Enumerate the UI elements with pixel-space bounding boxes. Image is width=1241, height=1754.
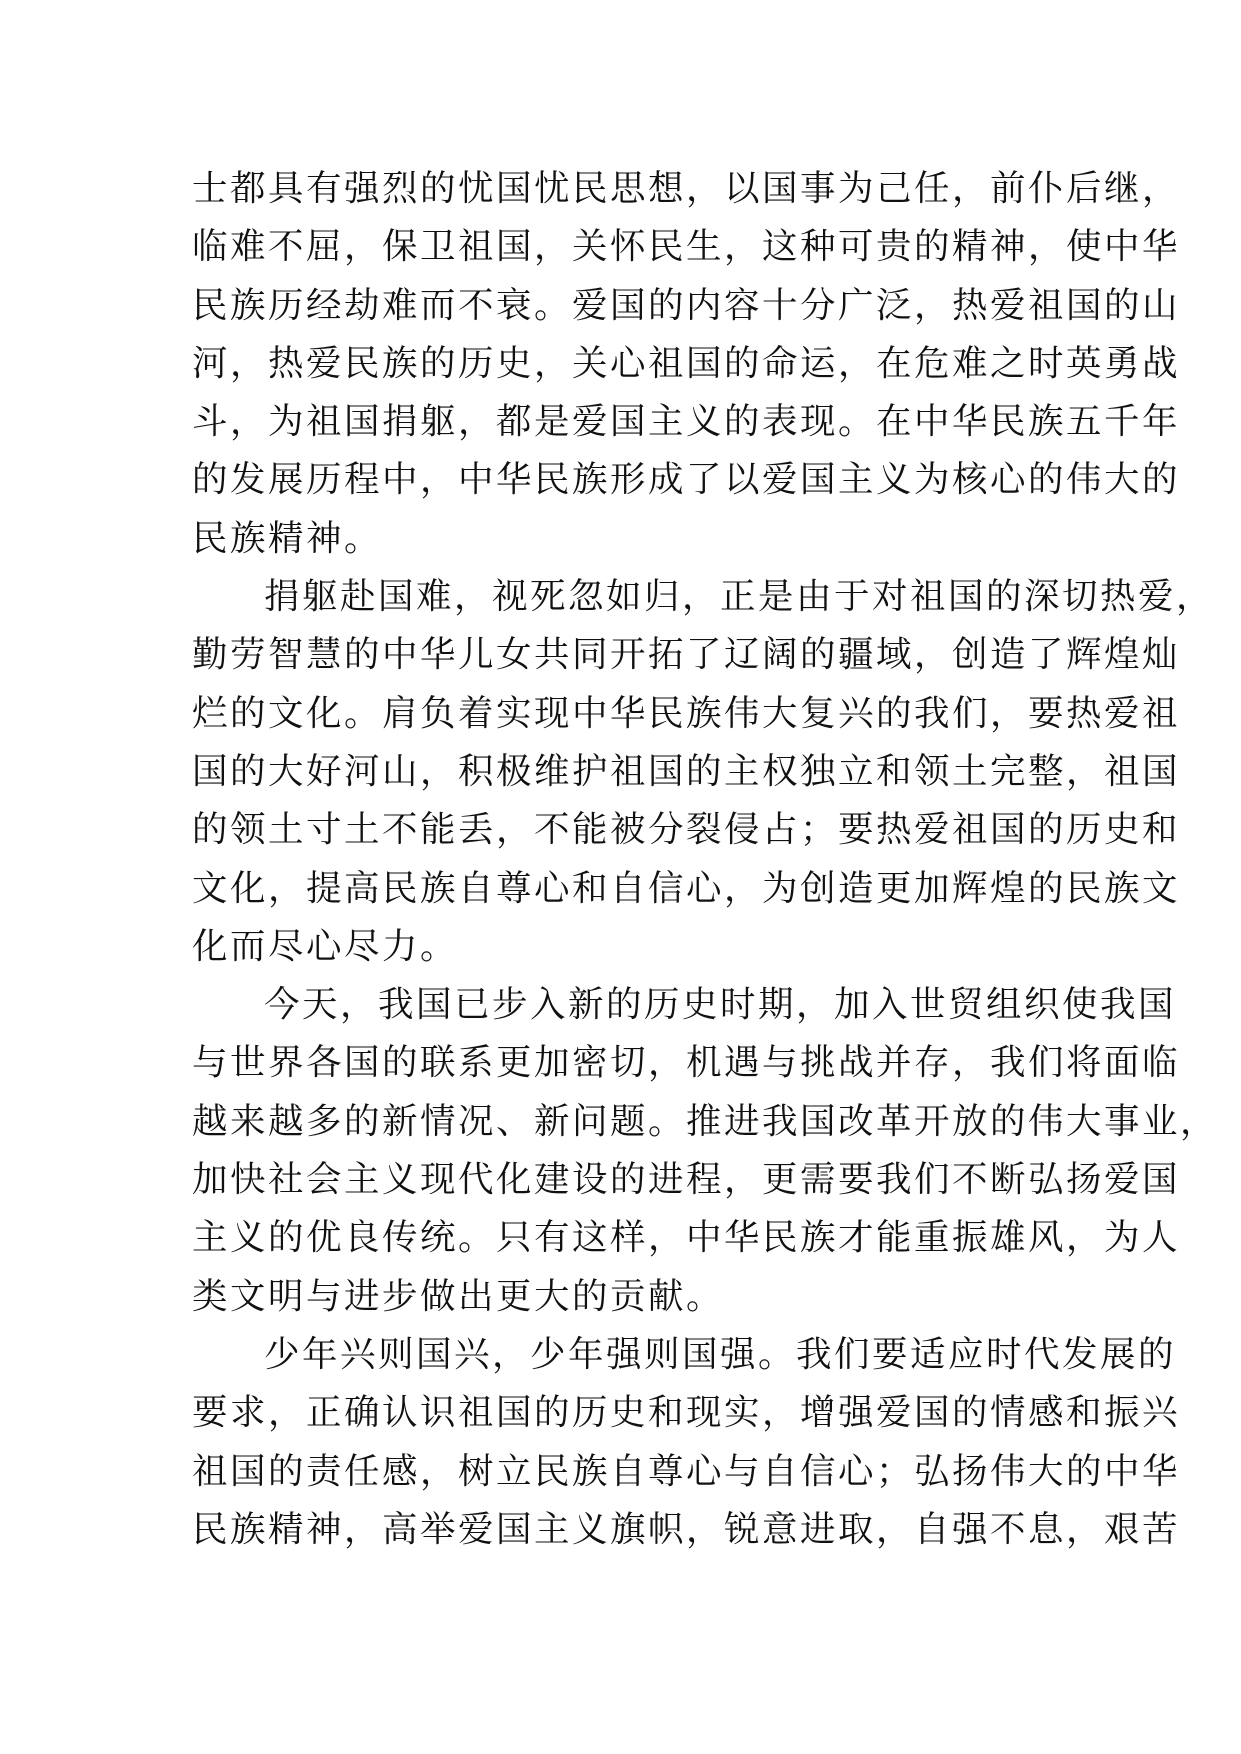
text-line: 的领土寸土不能丢，不能被分裂侵占；要热爱祖国的历史和 [192,809,1181,851]
text-line: 越来越多的新情况、新问题。推进我国改革开放的伟大事业， [192,1100,1219,1142]
text-line: 加快社会主义现代化建设的进程，更需要我们不断弘扬爱国 [192,1159,1181,1201]
text-line: 士都具有强烈的忧国忧民思想，以国事为己任，前仆后继， [192,168,1181,209]
text-line: 要求，正确认识祖国的历史和现实，增强爱国的情感和振兴 [192,1392,1181,1434]
text-line: 的发展历程中，中华民族形成了以爱国主义为核心的伟大的 [192,459,1181,501]
text-line: 勤劳智慧的中华儿女共同开拓了辽阔的疆域，创造了辉煌灿 [192,634,1181,676]
paragraph-2 [192,568,1215,976]
text-line: 国的大好河山，积极维护祖国的主权独立和领土完整，祖国 [192,750,1181,792]
text-line-first: 少年兴则国兴，少年强则国强。我们要适应时代发展的 [264,1333,1177,1375]
text-line-first: 捐躯赴国难，视死忽如归，正是由于对祖国的深切热爱， [264,576,1215,618]
text-line: 河，热爱民族的历史，关心祖国的命运，在危难之时英勇战 [192,342,1181,384]
paragraph-3 [192,976,1219,1326]
paragraph-4 [192,1326,1181,1559]
text-line: 与世界各国的联系更加密切，机遇与挑战并存，我们将面临 [192,1042,1181,1084]
text-line-first: 今天，我国已步入新的历史时期，加入世贸组织使我国 [264,984,1177,1026]
text-line: 民族历经劫难而不衰。爱国的内容十分广泛，热爱祖国的山 [192,284,1181,326]
text-line: 烂的文化。肩负着实现中华民族伟大复兴的我们，要热爱祖 [192,692,1181,734]
text-line-last: 化而尽心尽力。 [192,925,459,967]
text-line: 临难不屈，保卫祖国，关怀民生，这种可贵的精神，使中华 [192,226,1181,268]
document-body [192,160,1219,1559]
text-line: 民族精神，高举爱国主义旗帜，锐意进取，自强不息，艰苦 [192,1508,1181,1550]
text-line-last: 民族精神。 [192,517,383,559]
paragraph-1 [192,160,1181,568]
text-line: 斗，为祖国捐躯，都是爱国主义的表现。在中华民族五千年 [192,401,1181,443]
text-line: 主义的优良传统。只有这样，中华民族才能重振雄风，为人 [192,1217,1181,1259]
text-line: 祖国的责任感，树立民族自尊心与自信心；弘扬伟大的中华 [192,1450,1181,1492]
text-line-last: 类文明与进步做出更大的贡献。 [192,1275,725,1317]
text-line: 文化，提高民族自尊心和自信心，为创造更加辉煌的民族文 [192,867,1181,909]
